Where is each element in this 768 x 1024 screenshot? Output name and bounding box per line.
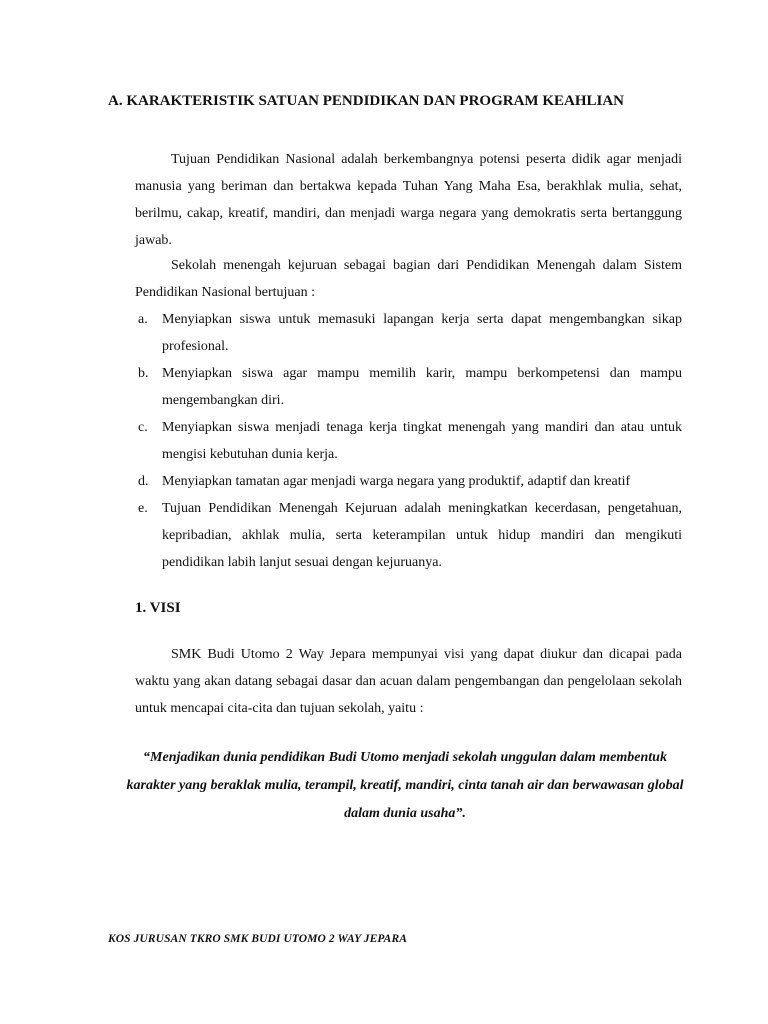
list-marker: c. (138, 420, 148, 435)
list-item (135, 306, 682, 360)
paragraph-smk-tujuan: Sekolah menengah kejuruan sebagai bagian dari Pendidikan Menengah dalam Sistem Pendidikan Nasional bertujuan : (135, 258, 682, 300)
list-item (135, 360, 682, 414)
list-marker: b. (138, 366, 149, 381)
list-marker: d. (138, 474, 149, 489)
visi-title: 1. VISI (135, 600, 181, 616)
section-heading: A. KARAKTERISTIK SATUAN PENDIDIKAN DAN PROGRAM KEAHLIAN (108, 93, 625, 109)
list-marker: a. (138, 312, 148, 327)
list-item-text: Menyiapkan siswa untuk memasuki lapangan kerja serta dapat mengembangkan sikap profesional. (162, 312, 682, 354)
visi-quote: “Menjadikan dunia pendidikan Budi Utomo menjadi sekolah unggulan dalam membentuk karakter yang beraklak mulia, terampil, kreatif, mandiri, cinta tanah air dan berwawasan global dalam dunia usaha”. (126, 750, 684, 821)
list-item (135, 468, 682, 495)
list-item-text: Tujuan Pendidikan Menengah Kejuruan adalah meningkatkan kecerdasan, pengetahuan, kepribadian, akhlak mulia, serta keterampilan untuk hidup mandiri dan mengikuti pendidikan labih lanjut sesuai dengan kejuruanya. (162, 501, 682, 570)
paragraph-tujuan-nasional: Tujuan Pendidikan Nasional adalah berkembangnya potensi peserta didik agar menjadi manusia yang beriman dan bertakwa kepada Tuhan Yang Maha Esa, berakhlak mulia, sehat, berilmu, cakap, kreatif, mandiri, dan menjadi warga negara yang demokratis serta bertanggung jawab. (135, 152, 682, 248)
list-marker: e. (138, 501, 148, 516)
list-item-text: Menyiapkan tamatan agar menjadi warga negara yang produktif, adaptif dan kreatif (162, 474, 631, 489)
list-item-text: Menyiapkan siswa agar mampu memilih karir, mampu berkompetensi dan mampu mengembangkan diri. (162, 366, 682, 408)
list-item (135, 414, 682, 468)
list-item (135, 495, 682, 576)
objectives-list (135, 306, 682, 576)
visi-paragraph: SMK Budi Utomo 2 Way Jepara mempunyai visi yang dapat diukur dan dicapai pada waktu yang akan datang sebagai dasar dan acuan dalam pengembangan dan pengelolaan sekolah untuk mencapai cita-cita dan tujuan sekolah, yaitu : (135, 647, 682, 716)
list-item-text: Menyiapkan siswa menjadi tenaga kerja tingkat menengah yang mandiri dan atau untuk mengisi kebutuhan dunia kerja. (162, 420, 682, 462)
page-footer: KOS JURUSAN TKRO SMK BUDI UTOMO 2 WAY JEPARA (108, 933, 407, 945)
